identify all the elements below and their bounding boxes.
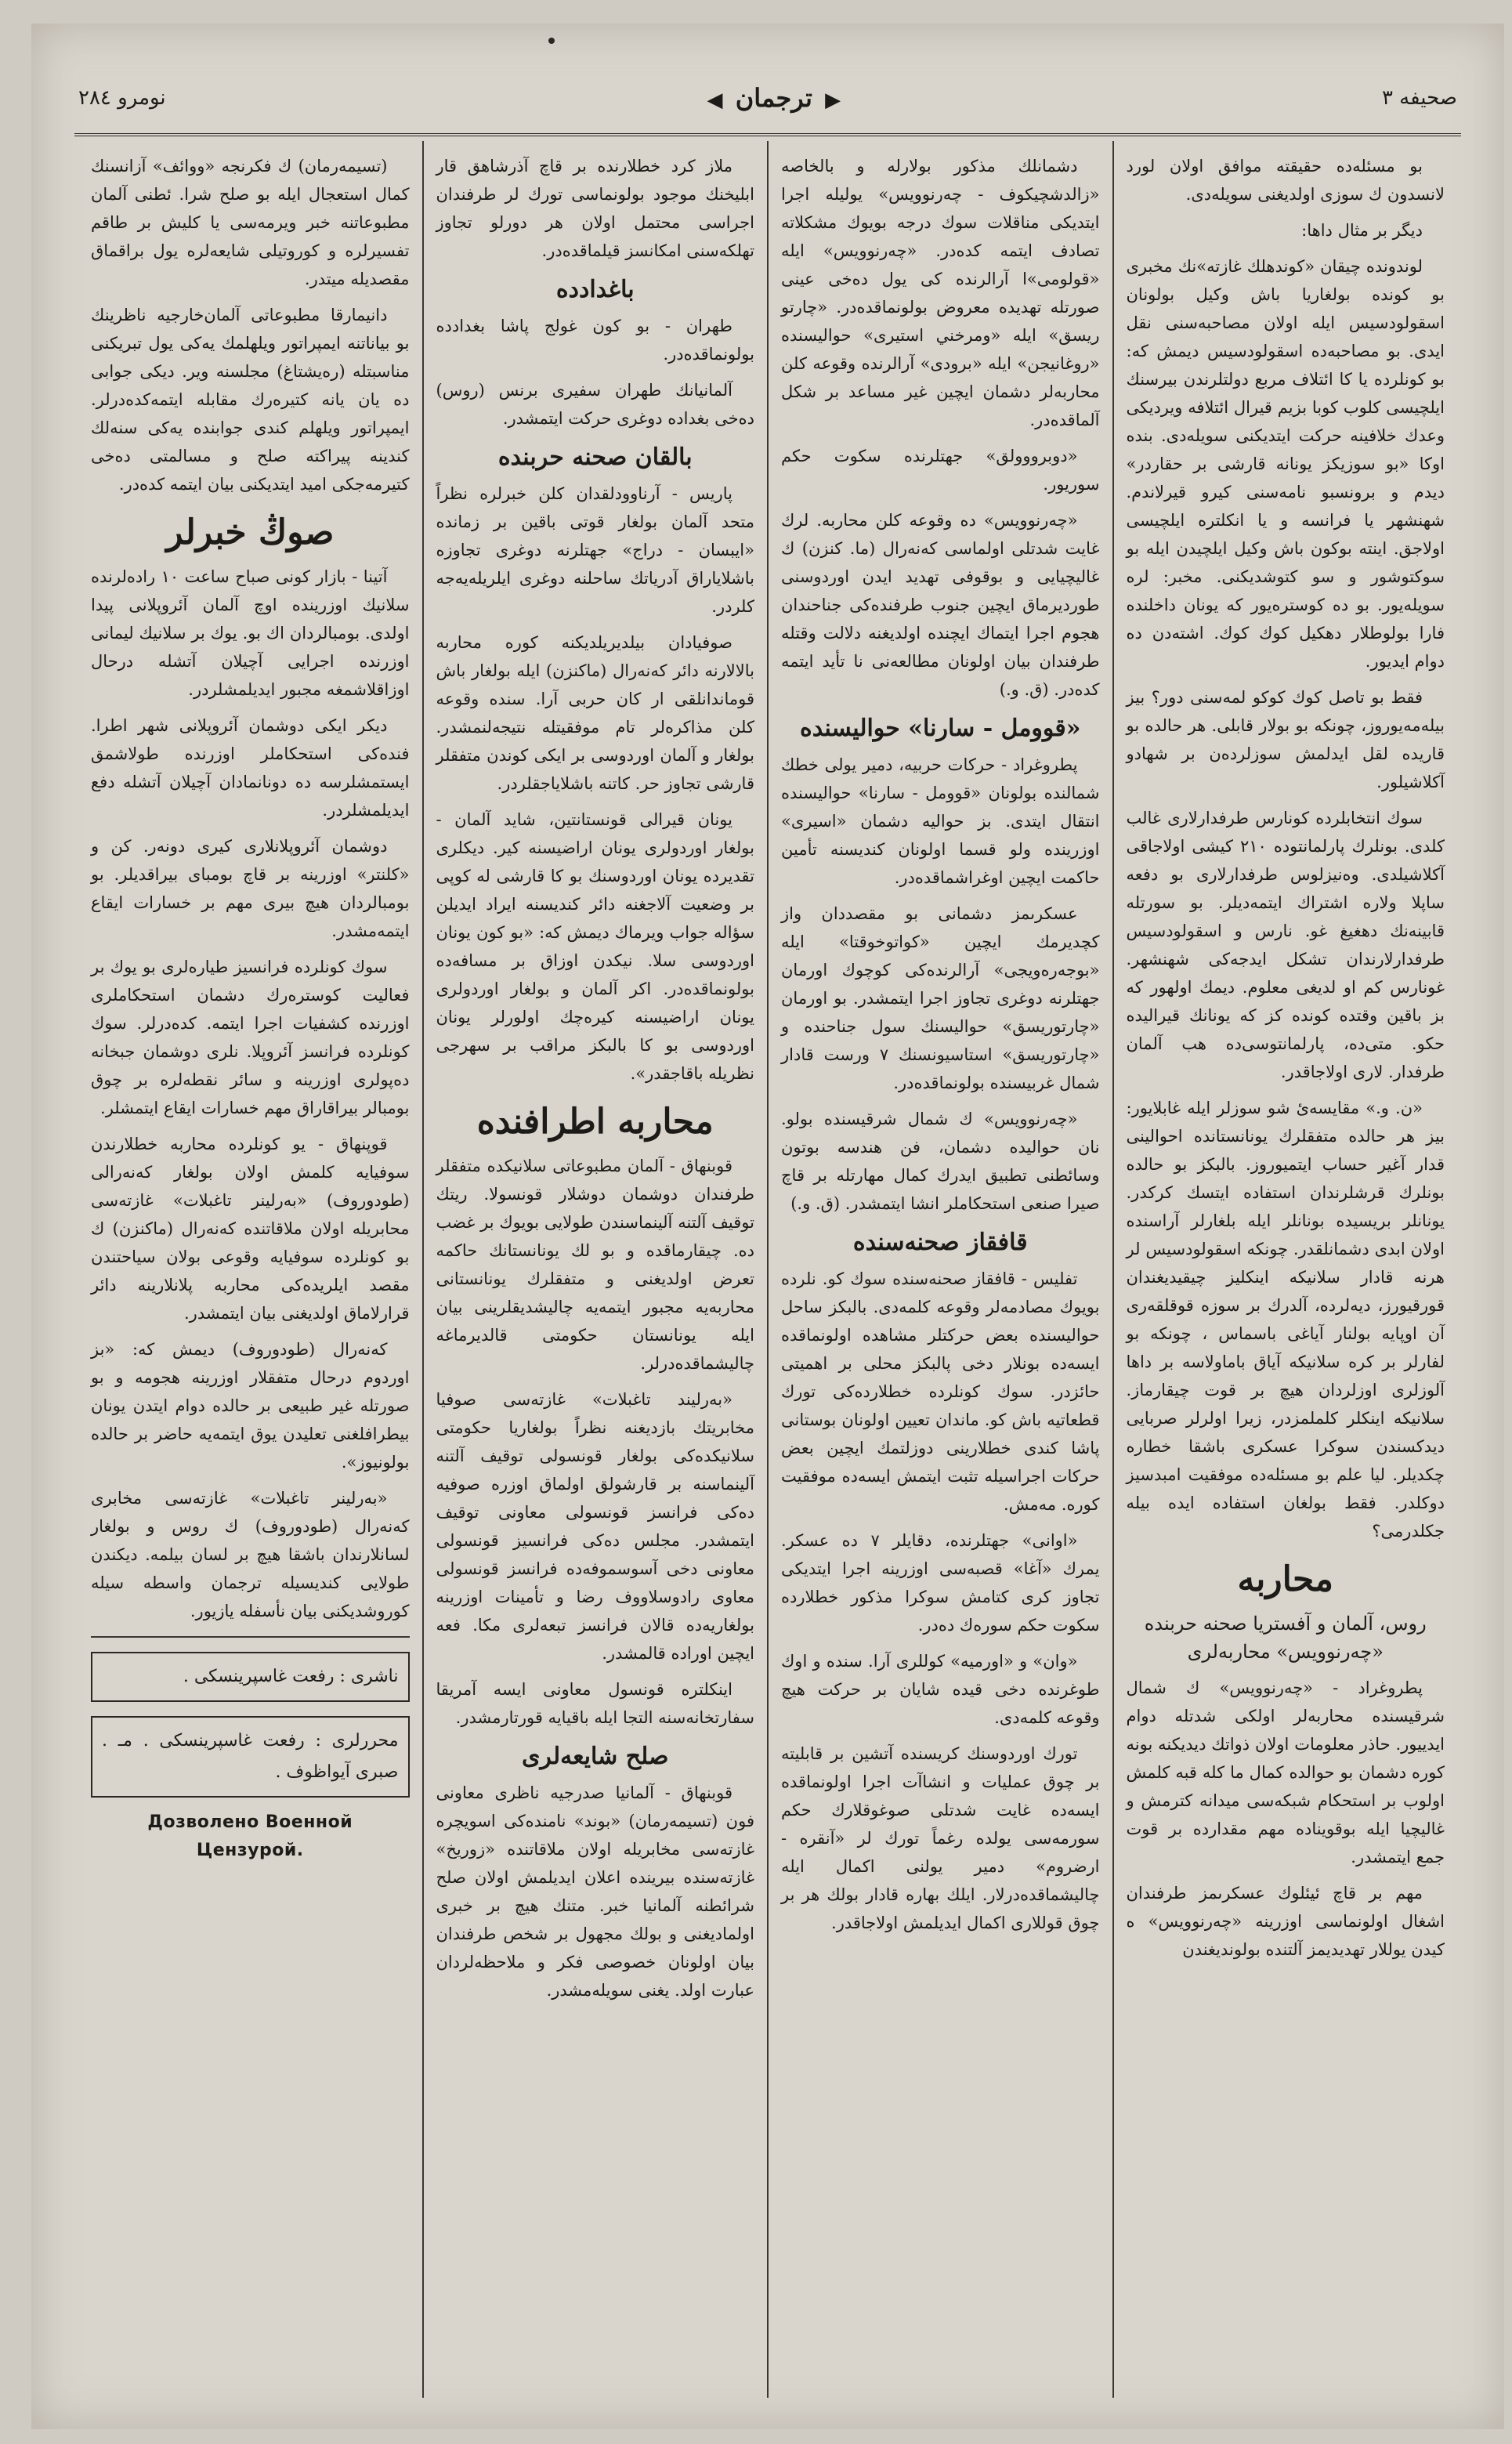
- credit-label: محررلرى :: [315, 1731, 399, 1751]
- article-paragraph: پطروغراد - «چه‌رنوويس» ك شمال شرقيسنده محاربه‌لر اولكى شدتله دوام ايدييور. حاذر معلومات اولان ذواتك ديديكنه بونه كوره دشمان بو حوالده كمال ما كله قبه كلمش اولوب بر استحكام شبكه‌سى ميدانه كترمش و غاليچيا ايله بوقويناده مهم مقدارده بر قوت جمع ايتمشدر.: [1126, 1678, 1445, 1866]
- article-paragraph: دوشمان آئروپلانلارى كيرى دونه‌ر. كن و «كلنتر» اوزرينه بر قاچ بومباى بيراقديلر. بو بومبالردان هيچ بيرى مهم بر خسارات ايقاع ايتمه‌مشدر.: [91, 837, 410, 940]
- article-paragraph: اينكلتره قونسول معاونى ايسه آمريقا سفارتخانه‌سنه التجا ايله باقيايه قورتارمشدر.: [436, 1680, 754, 1727]
- article-paragraph: عسكرىمز دشمانى بو مقصددان واز كچديرمك ايچين «كواتوخوقتا» ايله «بوجه‌ره‌ويجى» آرالرنده‌كى كوچوك اورمان جهتلرنه دوغرى تجاوز اجرا ايتمشدر. بو اورمان «چارتوريسق» حواليسنك سول جناحنده و «چارتوريسق» استاسيونسنك ٧ ورست قادار شمال غربيسنده بولونماقده‌در.: [781, 904, 1100, 1092]
- article-paragraph: كه‌نه‌رال (طودوروف) ديمش كه: «بز اوردوم درحال متفقلار اوزرينه هجومه و بو صورتله غير طبيعى بر حالده دوام ايتدن يونان بيطرافلغنى تعليدن يوق ايتمه‌يه حاضر بر حالده بولونيوز».: [91, 1340, 410, 1472]
- section-heading: روس، آلمان و آفستريا صحنه‌ حربنده «چه‌رنوويس» محاربه‌لرى: [1144, 1613, 1427, 1663]
- column-4: [78, 141, 422, 2398]
- column-1: [1112, 141, 1458, 2398]
- section-heading: قافقاز صحنه‌سنده: [852, 1229, 1028, 1256]
- section-heading: صلح شايعه‌لرى: [521, 1743, 669, 1770]
- masthead-rule: [74, 133, 1461, 136]
- article-paragraph: لوندونده چيقان «كوندهلك غازته»نك مخبرى بو كونده بولغاريا باش وكيل بولونان اسقولودسيس ايله اولان مصاحبه‌سنى نقل ايدى. بو مصاحبه‌ده اسقولودسيس ديمش كه: بو كونلرده يا كا ائتلاف مربع دولتلرندن بيرسنك ايلچيسى كلوب كوبا بزيم قيرال ائتلافه ويرديكى وعدك خلافينه حركت ايتديكنى سويله‌دى. بنده اوكا «بو سوزيكز يونانه قارشى بر حقاردر» ديدم و برونسبو نامه‌سنى كيرو قيرلاندم. شهنشهر يا فرانسه و يا انكلتره ايلچيسى اولاجق. اينته بوكون باش وكيل ايلچيدن ايله بو سوكتوشور و سو كتوشديكنى. مخبر: لره سويله‌يور. بو ده كوستره‌يور كه يونان داخلنده فارا بولوطلار دهکيل كوك كوك. اشته‌دن ده دوام ايديور.: [1126, 257, 1445, 671]
- columns: [78, 141, 1457, 2398]
- article-paragraph: تورك اوردوسنك كريسنده آتشين بر قابليته بر چوق عمليات و انشاآت اجرا اولونماقده ايسه‌ده غايت شدتلى صوغوقلارك حكم سورمه‌سى يولده رغماً تورك لر «آنقره - ارضروم» دمير يولنى اكمال ايله چاليشماقده‌درلار. ايلك بهاره قادار بولك هر بر چوق قوللارى اكمال ايديلمش اولاجاقدر.: [781, 1744, 1100, 1932]
- article-paragraph: دشمانلك مذكور بولارله و بالخاصه «زالدشچيكوف - چه‌رنوويس» يوليله اجرا ايتديكى مناقلات سوك درجه بويوك مشكلاته تصادف ايتمه كده‌در. «چه‌رنوويس» ايله «قولومى»ا آرالرنده كى يول ده‌خى عينى صورتله تهديده معروض بولونماقده‌در. «چارتو ريسق» ايله «ومرخني استيرى» حواليسنده «روغانيجن» ايله «برودى» آرالرنده وقوعه كلن محاربه‌لر دشمان ايچين غير مساعد بر شكل آلماقده‌در.: [781, 157, 1100, 429]
- article-paragraph: آتينا - بازار كونى صباح ساعت ١٠ راده‌لرنده سلانيك اوزرينده اوچ آلمان آئروپلانى پيدا اولدى. بومبالردان اك بو. يوك بر سلانيك ليمانى اوزرنده اجرايى آچيلان آتشله درحال اوزاقلاشمغه مجبور ايديلمشلردر.: [91, 567, 410, 699]
- credit-value: رفعت غاسپرينسكى .: [183, 1667, 335, 1686]
- article-paragraph: «ن. و.» مقايسه‌ئ شو سوزلر ايله غابلايور: بيز هر حالده متفقلرك يونانستانده احوالينى قدار آغير حساب ايتميوروز. بالبكز بو حالده بونلرك قرشلرندان استفاده ايتسك كركدر. يونانلر بريسيده بونانلر ايله بلغارلر آراسنده اولان ابدى دشمانلقدر. چونكه اسقولودسيس لر هرنه قادار سلانيكه اينكليز چيقيديغندان قورقيورز، ديه‌لرده، آلدرك بر سوزه قوقلقه‌رى آن اوپايه بولنار آياغى باسماس‌ ، چونكه بو لفارلر بر كره سلانيكه آياق باماولاسه بر داها آلوزلرى اوزلردان هيچ بر قوت چيقارماز. سلانيكه اينكلر كلملمزدر، زيرا اولرلر صربايى ديدكسندن سوكرا عسكرى باشقا خطاره چكديلر. ليا علم بو مسئله‌ده موفقيت امبدسيز دوكلدر. فقط بولغان استفاده ايده بيله جكلدرمى؟: [1126, 1099, 1445, 1541]
- article-paragraph: «چه‌رنوويس» ك شمال شرقيسنده بولو. نان حواليده دشمان، فن هندسه بوتون وسائطنى تطبيق ايدرك كمال مهارتله بر قاچ صيرا صنعى استحكاملر انشا ايتمشدر. (ق. و.): [781, 1110, 1100, 1213]
- issue-number: نومرو ٢٨٤: [78, 86, 166, 110]
- article-paragraph: پاريس - آرناوودلقدان كلن خبرلره نظراً متحد آلمان بولغار قوتى باقين بر زمانده «ايبسان - دراج» جهتلرنه دوغرى تجاوزه باشلاياراق آدرياتك ساحلنه دوغرى ايلريله‌يه‌جه كلردر.: [436, 484, 754, 616]
- article-paragraph: «بەرلينر تاغبلات» غازته‌سى مخابرى كه‌نه‌رال (طودوروف) ك روس و بولغار لسانلارندان باشقا هيچ بر لسان بيلمه. ديكندن طولايى كنديسيله ترجمان واسطه سيله كوروشديكنى بيان نأسفله يازيور.: [91, 1489, 410, 1620]
- article-paragraph: «چه‌رنوويس» ده وقوعه كلن محاربه. لرك غايت شدتلى اولماسى كه‌نه‌رال (ما. كنزن) ك غاليچيايى و بوقوفى تهديد ايدن اوردوسنى طورديرماق ايچين جنوب طرفنده‌كى جناحندان هجوم اجرا ايتماك ايچنده اولديغنه دلالت وقتله طرفندان بيان اولونان مطالعه‌نى نا تأيد ايتمه كده‌در. (ق. و.): [781, 511, 1100, 699]
- article-paragraph: «وان» و «اورميه» كوللرى آرا. سنده و اوك طوغرنده دخى قيده شايان بر حركت هيچ وقوعه كلمه‌دى.: [781, 1652, 1100, 1727]
- article-paragraph: فقط بو تاصل كوك كوكو لمه‌سنى دور؟ بيز بيله‌مه‌يوروز، چونكه بو بولار قابلى. هر حالده بو قاريده لقل ايدلمش سوزلرده‌ن بر شهادو آكلاشيلور.: [1126, 688, 1445, 791]
- section-heading: محاربه اطرافنده: [476, 1102, 714, 1142]
- newspaper-title: ترجمان: [735, 83, 812, 113]
- article-paragraph: (تسيمه‌رمان) ك فكرنجه «ووائف» آزانسنك كمال استعجال ايله بو صلح شرا. ئطنى آلمان مطبوعاتنه خبر ويرمه‌سى يا كليش بر طاقم تفسيرلره و كوروتيلى شايعه‌لره يول براقماق مقصديله ميتدر.: [91, 157, 410, 288]
- newspaper-title-block: [701, 83, 848, 113]
- column-3: [422, 141, 768, 2398]
- arrow-left-icon: ◀: [707, 89, 723, 112]
- arrow-right-icon: ▶: [825, 89, 841, 112]
- article-paragraph: مهم بر قاچ ئيئلوك عسكرىمز طرفندان اشغال اولونماسى اوزرينه «چه‌رنوويس» ه كيدن يوللار تهديديمز آلتنده بولونديغندن: [1126, 1884, 1445, 1959]
- article-paragraph: «دوبرووولق» جهتلرنده سكوت حكم سوريور.: [781, 447, 1100, 494]
- article-paragraph: دیكر ايكى دوشمان آئروپلانى شهر اطرا. فنده‌كى استحكاملر اوزرنده طولاشمق ايستمشلرسه ده دونانمادان آچيلان آتشله دفع ايديلمشلردر.: [91, 716, 410, 820]
- article-paragraph: سوك كونلرده فرانسيز طياره‌لرى بو يوك بر فعاليت كوستره‌رك دشمان استحكاملرى اوزرنده كشفيات اجرا ايتمه. كده‌درلر. سوك كونلرده فرانسز آئروپلا. نلرى دوشمان جبخانه ده‌پولرى اوزرينه و سائر نقطه‌لره بر چوق بومبالر بيراقاراق مهم خسارات ايقاع ايتمشلر.: [91, 958, 410, 1117]
- section-heading: «قوومل - سارنا» حواليسنده: [799, 715, 1081, 742]
- article-paragraph: تفليس - قافقاز صحنه‌سنده سوك كو. نلرده بويوك مصادمه‌لر وقوعه كلمه‌دى. بالبكز ساحل حواليسنده بعض حركتلر مشاهده اولونماقده ايسه‌ده بونلار دخى پالبكز محلى بر اهميتى حائزدر. سوك كونلرده خطلارده‌كى تورك قطعاتيه باش كو. ماندان تعيين اولونان بوستانى پاشا كندى خطلارينى دوزلتمك ايچين بعض حركات اجراسيله تثبت ايتمش ايسه‌ده موفقيت كوره. مه‌مش.: [781, 1269, 1100, 1514]
- article-paragraph: دانيمارقا مطبوعاتى آلمان‌خارجيه ناظرينك بو بياناتنه ايمپراتور ويلهلمك يه‌كى يول تبريكنى مناسبتله (رەيشتاغ) مجلسنه وير. ديكى جوابى ده يان يانه كتيرەرك مقابله ايتمه‌كده‌درلر. ايمپراتور ويلهلم كندى جوابنده يه‌كى سنه‌لك كندينه پيراكته صلح و مسالمتى ده‌خى كتيرمه‌جكى اميد ايتديكنى بيان ايتمه كده‌در.: [91, 306, 410, 494]
- article-paragraph: «بەرليند تاغبلات» غازته‌سى صوفيا مخابريتك بازديغنه نظراً بولغاريا حكومتى سلانيكده‌كى بولغار قونسولى توقيف آلتنه آلينماسنه بر قارشولق اولماق اوزره صوفيه ده‌كى فرانسز قونسولى معاونى توقيف ايتمشدر. مجلس ده‌كى فرانسيز قونسولى معاونى دخى آسوسموفه‌ده فرانسز قونسولى معاوى رادوسلاووف رضا و تأمينات اوزرينه بولغاريه‌ده قالان فرانسز تبعه‌لرى مكا. فعه ايچين اوراده قالمشدر.: [436, 1390, 754, 1663]
- article-paragraph: قوپنهاق - يو كونلرده محاربه خطلارندن سوفيايه كلمش اولان بولغار كه‌نه‌رالى (طودوروف) «بەرلينر تاغبلات» غازته‌سى محابريله اولان ملاقاتنده كه‌نه‌رال (ماكنزن) ك بو كونلرده‌ سوفيايه وقوعى بولان سياحتندن مقصد ايلريده‌كى محاربه پلانلارينه دائر قرارلاماق اولديغنى بيان ايتمشدر.: [91, 1135, 410, 1323]
- section-heading: صوڭ خبرلر: [166, 512, 335, 552]
- column-divider: [91, 1636, 410, 1638]
- article-paragraph: يونان قيرالى قونستانتين، شايد آلمان - بولغار اوردولرى يونان اراضيسنه كير. ديكلرى تقديرده يونان اوردوسنك بو كا قارشى له كوپى بر وضعيت آلاجغنه دائر كنديسنه ايراد ايديلن سؤاله جواب ويرماك ديمش كه: «بو كون يونان اوردوسى سلا. نيكدن اوزاق بر مسافه‌ده بولونماقده‌در. اكر آلمان و بولغار اوردولرى يونان اراضيسنه كيره‌چك اولورلر يونان اوردوسى بو كا بالبكز مراقب بر سهرجى نظريله باقاجقدر».: [436, 810, 754, 1083]
- article-paragraph: بو مسئله‌ده حقيقته موافق اولان لورد لانسدون ك سوزى اولديغنى سويله‌دى.: [1126, 157, 1445, 204]
- column-2: [767, 141, 1112, 2398]
- article-paragraph: «اوانى» جهتلرنده، دقايلر ٧ ده عسكر. يمرك «آغا» قصبه‌سى اوزرينه اجرا ايتديكى تجاوز كرى كتامش سوكرا مذكور خطلارده سكوت حكم سوره‌ك ده‌در.: [781, 1531, 1100, 1635]
- newspaper-page: [31, 24, 1504, 2429]
- credit-label: ناشرى :: [339, 1667, 399, 1686]
- publisher-box: [91, 1652, 410, 1702]
- article-paragraph: سوك انتخابلرده كونارس طرفدارلارى غالب كلدى. بونلرك پارلمانتوده ٢١٠ كيشى اولاجاقى آكلاشيلدى. وەنيزلوس طرفدارلارى بو دفعه ساپلا ولاره اشتراك ايتمه‌ديلر. بو سورتله قابينه‌نك دهغيغ غو. نارس و اسقولودسيس طرفدارلارندان تشكل ايدجه‌كى شهنشهر. غونارس كم او لديغى معلوم. ديمك اولهور كه بز باقين وقتده كونده كز كه يونانك قيراليده حكو. متى‌ده، پارلمانتوسى‌ده هب آلمان طرفدار. لارى اولاجاقدر.: [1126, 809, 1445, 1081]
- section-heading: باغدادده: [555, 276, 635, 303]
- article-paragraph: پطروغراد - حركات حربيه، دمير يولى خطك شمالنده بولونان «قوومل - سارنا» حواليسنده انتقال ايتدى. بز حواليه دشمان «اسيرى» اوزرينده ولو قسما اولونان كنديسنه تأمين حاكمت ايچين اوغراشماقده‌در.: [781, 755, 1100, 887]
- article-paragraph: صوفيادان بيلديريلديكنه كوره محاربه بالالارنه دائر كه‌نه‌رال (ماكنزن) ايله بولغار باش قوماندانلقى ار كان حربى آرا. سنده وقوعه كلن مذاكره‌لر تام موفقيتله نتيجه‌لنمشدر. بولغار و آلمان اوردوسى بر ايكى كوندن متفقلر قارشى تجاوز حر. كاتنه باشلاياجقلردر.: [436, 633, 754, 793]
- article-paragraph: طهران - بو كون غولج پاشا بغدادده بولونماقده‌در.: [436, 317, 754, 364]
- censor-approval: Дозволено Военной Цензурой.: [147, 1812, 353, 1860]
- article-paragraph: ملاز كرد خطلارنده بر قاچ آذرشاهق قار ابليخنك موجود بولونماسى تورك لر طرفندان اجراسى محتمل اولان هر دورلو تجاوز تهلكه‌سنى امكانسز قيلماقده‌در.: [436, 157, 754, 260]
- page-number: صحيفه ٣: [1381, 86, 1457, 110]
- masthead: [78, 71, 1457, 125]
- article-paragraph: آلمانيانك طهران سفيرى برنس (روس) ده‌خى بغداده دوغرى حركت ايتمشدر.: [436, 381, 754, 428]
- editors-box: [91, 1716, 410, 1798]
- credit-value: رفعت غاسپرينسكى . مـ . صبرى آيواظوف .: [102, 1731, 399, 1782]
- article-paragraph: قوبنهاق - آلمان مطبوعاتى سلانيكده متفقلر طرفندان دوشمان دوشلار قونسولا. ريتك توقيف آلتنه آلينماسندن طولايى بويوك بر غضب ده. چيقارماقده و بو لك يونانستانك حاكمه‌ تعرض اولديغنى و متفقلرك يونانستانى محاربه‌يه مجبور ايتمه‌يه چاليشديقلرينى بيان ايله يونانستان حكومتى قالديرماغه چاليشماقده‌درلر.: [436, 1157, 754, 1373]
- section-heading: محاربه: [1237, 1559, 1333, 1599]
- article-paragraph: ديگر بر مثال داها:: [1301, 221, 1423, 240]
- section-heading: بالقان صحنه‌ حربنده: [497, 444, 693, 471]
- article-paragraph: قوبنهاق - آلمانيا صدرجيه ناظرى معاونى فون (تسيمه‌رمان) «بوند» نامنده‌كى اسويچره غازته‌سى مخابريله اولان ملاقاتنده «زوريخ» غازته‌سنده بيرينده اعلان ايديلمش اولان صلح شرائطنه آلمانيا خبر. متنك هيچ بر خبرى اولماديغنى و بولك مجهول بر شخص طرفندان بيان اولونان خصوصى فكر و ملاحظه‌لردان عبارت اولد. يغنى سويله‌مشدر.: [436, 1783, 754, 2000]
- ink-dot: [548, 38, 555, 44]
